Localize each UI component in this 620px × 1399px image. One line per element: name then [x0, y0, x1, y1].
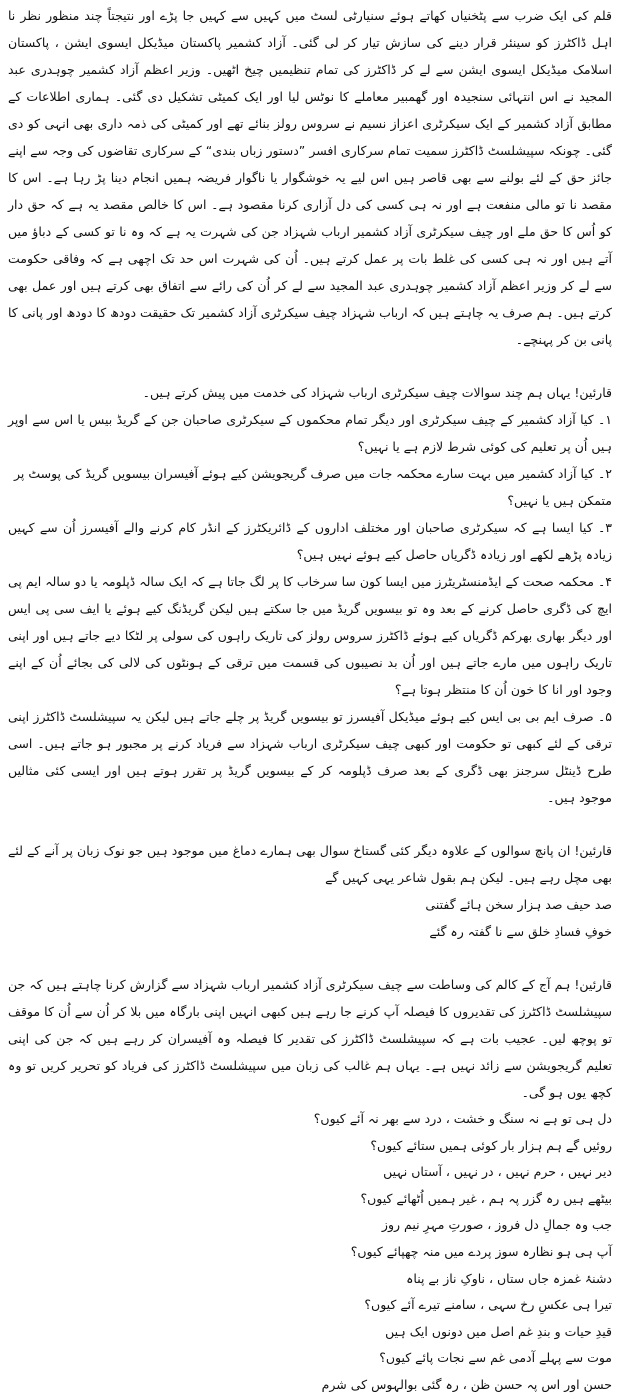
ghazal-line: جب وہ جمالِ دل فروز ، صورتِ مہرِ نیم روز [381, 1217, 612, 1233]
ghazal-line: قیدِ حیات و بندِ غم اصل میں دونوں ایک ہیں [385, 1323, 612, 1339]
paragraph-gap [8, 945, 612, 971]
verse-line-1: صد حیف صد ہزار سخن ہائے گفتنی [425, 897, 612, 912]
ghazal-line: دل ہی تو ہے نہ سنگ و خشت ، درد سے بھر نہ آئے کیوں؟ [313, 1111, 612, 1126]
appeal-paragraph: قارئین! ہم آج کے کالم کی وساطت سے چیف سیکرٹری آزاد کشمیر ارباب شہزاد سے گزارش کرنا چاہتے ہیں کہ جن سپیشلسٹ ڈاکٹرز کی تقدیروں کا فیصلہ آپ کرنے جا رہے ہیں کبھی انہیں اپنی بارگاہ میں بلا کر اُن سے اُن کا موقف تو پوچھ لیں۔ عجیب بات ہے کہ سپیشلسٹ ڈاکٹرز کی تقدیر کا فیصلہ وہ آفیسران کر رہے ہیں کہ جن کی اپنی تعلیم گریجویشن سے زائد نہیں ہے۔ یہاں ہم غالب کی زبان میں سپیشلسٹ ڈاکٹرز کی فریاد کو تحریر کریں تو وہ کچھ یوں ہو گی۔ [8, 977, 612, 1100]
ghazal-line: موت سے پہلے آدمی غم سے نجات پائے کیوں؟ [379, 1350, 612, 1366]
question-3: ۳۔ کیا ایسا ہے کہ سیکرٹری صاحبان اور مختلف اداروں کے ڈائریکٹرز کے انڈر کام کرنے والے آفیسرز اُن سے کہیں زیادہ پڑھے لکھے اور زیادہ ڈگریاں حاصل کیے ہوئے نہیں ہیں؟ [8, 520, 612, 562]
ghazal-line: بیٹھے ہیں رہ گزر پہ ہم ، غیر ہمیں اُٹھائے کیوں؟ [360, 1190, 612, 1206]
article-body [8, 2, 612, 1399]
paragraph-gap [8, 811, 612, 837]
paragraph-gap [8, 353, 612, 379]
questions-intro: قارئین! یہاں ہم چند سوالات چیف سیکرٹری ارباب شہزاد کی خدمت میں پیش کرتے ہیں۔ [142, 385, 612, 400]
ghazal-line: حسن اور اس پہ حسن ظن ، رہ گئی بوالہوس کی شرم [321, 1376, 612, 1392]
verse-line-2: خوفِ فسادِ خلق سے نا گفتہ رہ گئے [429, 924, 612, 939]
ghazal-line: روئیں گے ہم ہزار بار کوئی ہمیں ستائے کیوں؟ [370, 1137, 612, 1153]
ghazal-line: آپ ہی ہو نظارہ سوز پردے میں منہ چھپائے کیوں؟ [350, 1243, 612, 1259]
closing-questions-paragraph: قارئین! ان پانچ سوالوں کے علاوہ دیگر کئی گستاخ سوال بھی ہمارے دماغ میں موجود ہیں جو نوک زبان پر آنے کے لئے بھی مچل رہے ہیں۔ لیکن ہم بقول شاعر یہی کہیں گے [8, 843, 612, 885]
ghazal-line: دیر نہیں ، حرم نہیں ، در نہیں ، آستاں نہیں [383, 1164, 612, 1180]
intro-paragraph: قلم کی ایک ضرب سے پٹخنیاں کھاتے ہوئے سنیارٹی لسٹ میں کہیں سے کہیں جا پڑے اور نتیجتاً چند منظور نظر نا اہل ڈاکٹرز کو سینئر قرار دینے کی سازش تیار کر لی گئی۔ آزاد کشمیر پاکستان میڈیکل ایسوی ایشن ، پاکستان اسلامک میڈیکل ایسوی ایشن سے لے کر ڈاکٹرز کی تمام تنظیمیں چیخ اٹھیں۔ وزیر اعظم آزاد کشمیر چوہدری عبد المجید نے اس انتہائی سنجیدہ اور گھمبیر معاملے کا نوٹس لیا اور ایک کمیٹی تشکیل دی گئی۔ ہماری اطلاعات کے مطابق آزاد کشمیر کے ایک سیکرٹری اعزاز نسیم نے سروس رولز بنائے تھے اور کمیٹی کی ذمہ داری بھی انہی کو دی گئی۔ چونکہ سپیشلسٹ ڈاکٹرز سمیت تمام سرکاری افسر ”دستور زباں بندی“ کے سرکاری تقاضوں کی وجہ سے اپنے جائز حق کے لئے بولنے سے بھی قاصر ہیں اس لیے یہ خوشگوار یا ناگوار فریضہ ہمیں انجام دینا پڑ رہا ہے۔ اس کا مقصد نا تو مالی منفعت ہے اور نہ ہی کسی کی دل آزاری کرنا مقصود ہے۔ اس کا خالص مقصد یہ ہے کہ حق دار کو اُس کا حق ملے اور چیف سیکرٹری آزاد کشمیر ارباب شہزاد جن کی شہرت یہ ہے کہ وہ نا تو کسی کے دباؤ میں آتے ہیں اور نہ ہی کسی کی غلط بات پر عمل کرتے ہیں۔ اُن کی شہرت اس حد تک اچھی ہے کہ وفاقی حکومت سے لے کر وزیر اعظم آزاد کشمیر چوہدری عبد المجید سے لے کر اُن کی رائے سے اتفاق بھی کرتے ہیں اور عمل بھی کرتے ہیں۔ ہم صرف یہ چاہتے ہیں کہ ارباب شہزاد چیف سیکرٹری آزاد کشمیر تک حقیقت دودھ کا دودھ اور پانی کا پانی بن کر پہنچے۔ [8, 8, 612, 347]
question-5: ۵۔ صرف ایم بی بی ایس کیے ہوئے میڈیکل آفیسرز تو بیسویں گریڈ پر چلے جاتے ہیں لیکن یہ سپیشلسٹ ڈاکٹرز اپنی ترقی کے لئے کبھی تو حکومت اور کبھی چیف سیکرٹری ارباب شہزاد سے فریاد کرنے پر مجبور ہو جاتے ہیں۔ اسی طرح ڈینٹل سرجنز بھی ڈگری کے بعد صرف ڈپلومہ کر کے بیسویں گریڈ پر تقرر ہوتے ہیں اور ایسی کئی مثالیں موجود ہیں۔ [8, 709, 612, 805]
ghazal-line: تیرا ہی عکسِ رخ سہی ، سامنے تیرے آئے کیوں؟ [364, 1297, 612, 1313]
ghazal [8, 1106, 612, 1399]
question-2: ۲۔ کیا آزاد کشمیر میں بہت سارے محکمہ جات میں صرف گریجویشن کیے ہوئے آفیسران بیسویں گریڈ کی پوسٹ پر متمکن ہیں یا نہیں؟ [13, 466, 612, 508]
question-1: ۱۔ کیا آزاد کشمیر کے چیف سیکرٹری اور دیگر تمام محکموں کے سیکرٹری صاحبان جن کے گریڈ بیس یا اس سے اوپر ہیں اُن پر تعلیم کی کوئی شرط لازم ہے یا نہیں؟ [8, 412, 612, 454]
question-4: ۴۔ محکمہ صحت کے ایڈمنسٹریٹرز میں ایسا کون سا سرخاب کا پر لگ جاتا ہے کہ ایک سالہ ڈپلومہ یا دو سالہ ایم پی ایچ کی ڈگری حاصل کرنے کے بعد وہ تو بیسویں گریڈ میں جا سکتے ہیں لیکن گریڈنگ کیے ہوئے یا ایف سی پی ایس اور دیگر بھاری بھرکم ڈگریاں کیے ہوئے ڈاکٹرز سروس رولز کی تاریک راہوں کی سولی پر لٹکا دیے جاتے ہیں اور اپنی تاریک راہوں میں مارے جاتے ہیں اور اُن بد نصیبوں کی قسمت میں ترقی کے ہونٹوں کی لالی کی بجائے اُن کے اپنے وجود اور انا کا خون اُن کا منتظر ہوتا ہے؟ [8, 574, 612, 697]
ghazal-line: دشنۂ غمزہ جاں ستاں ، ناوکِ ناز بے پناہ [406, 1270, 612, 1286]
